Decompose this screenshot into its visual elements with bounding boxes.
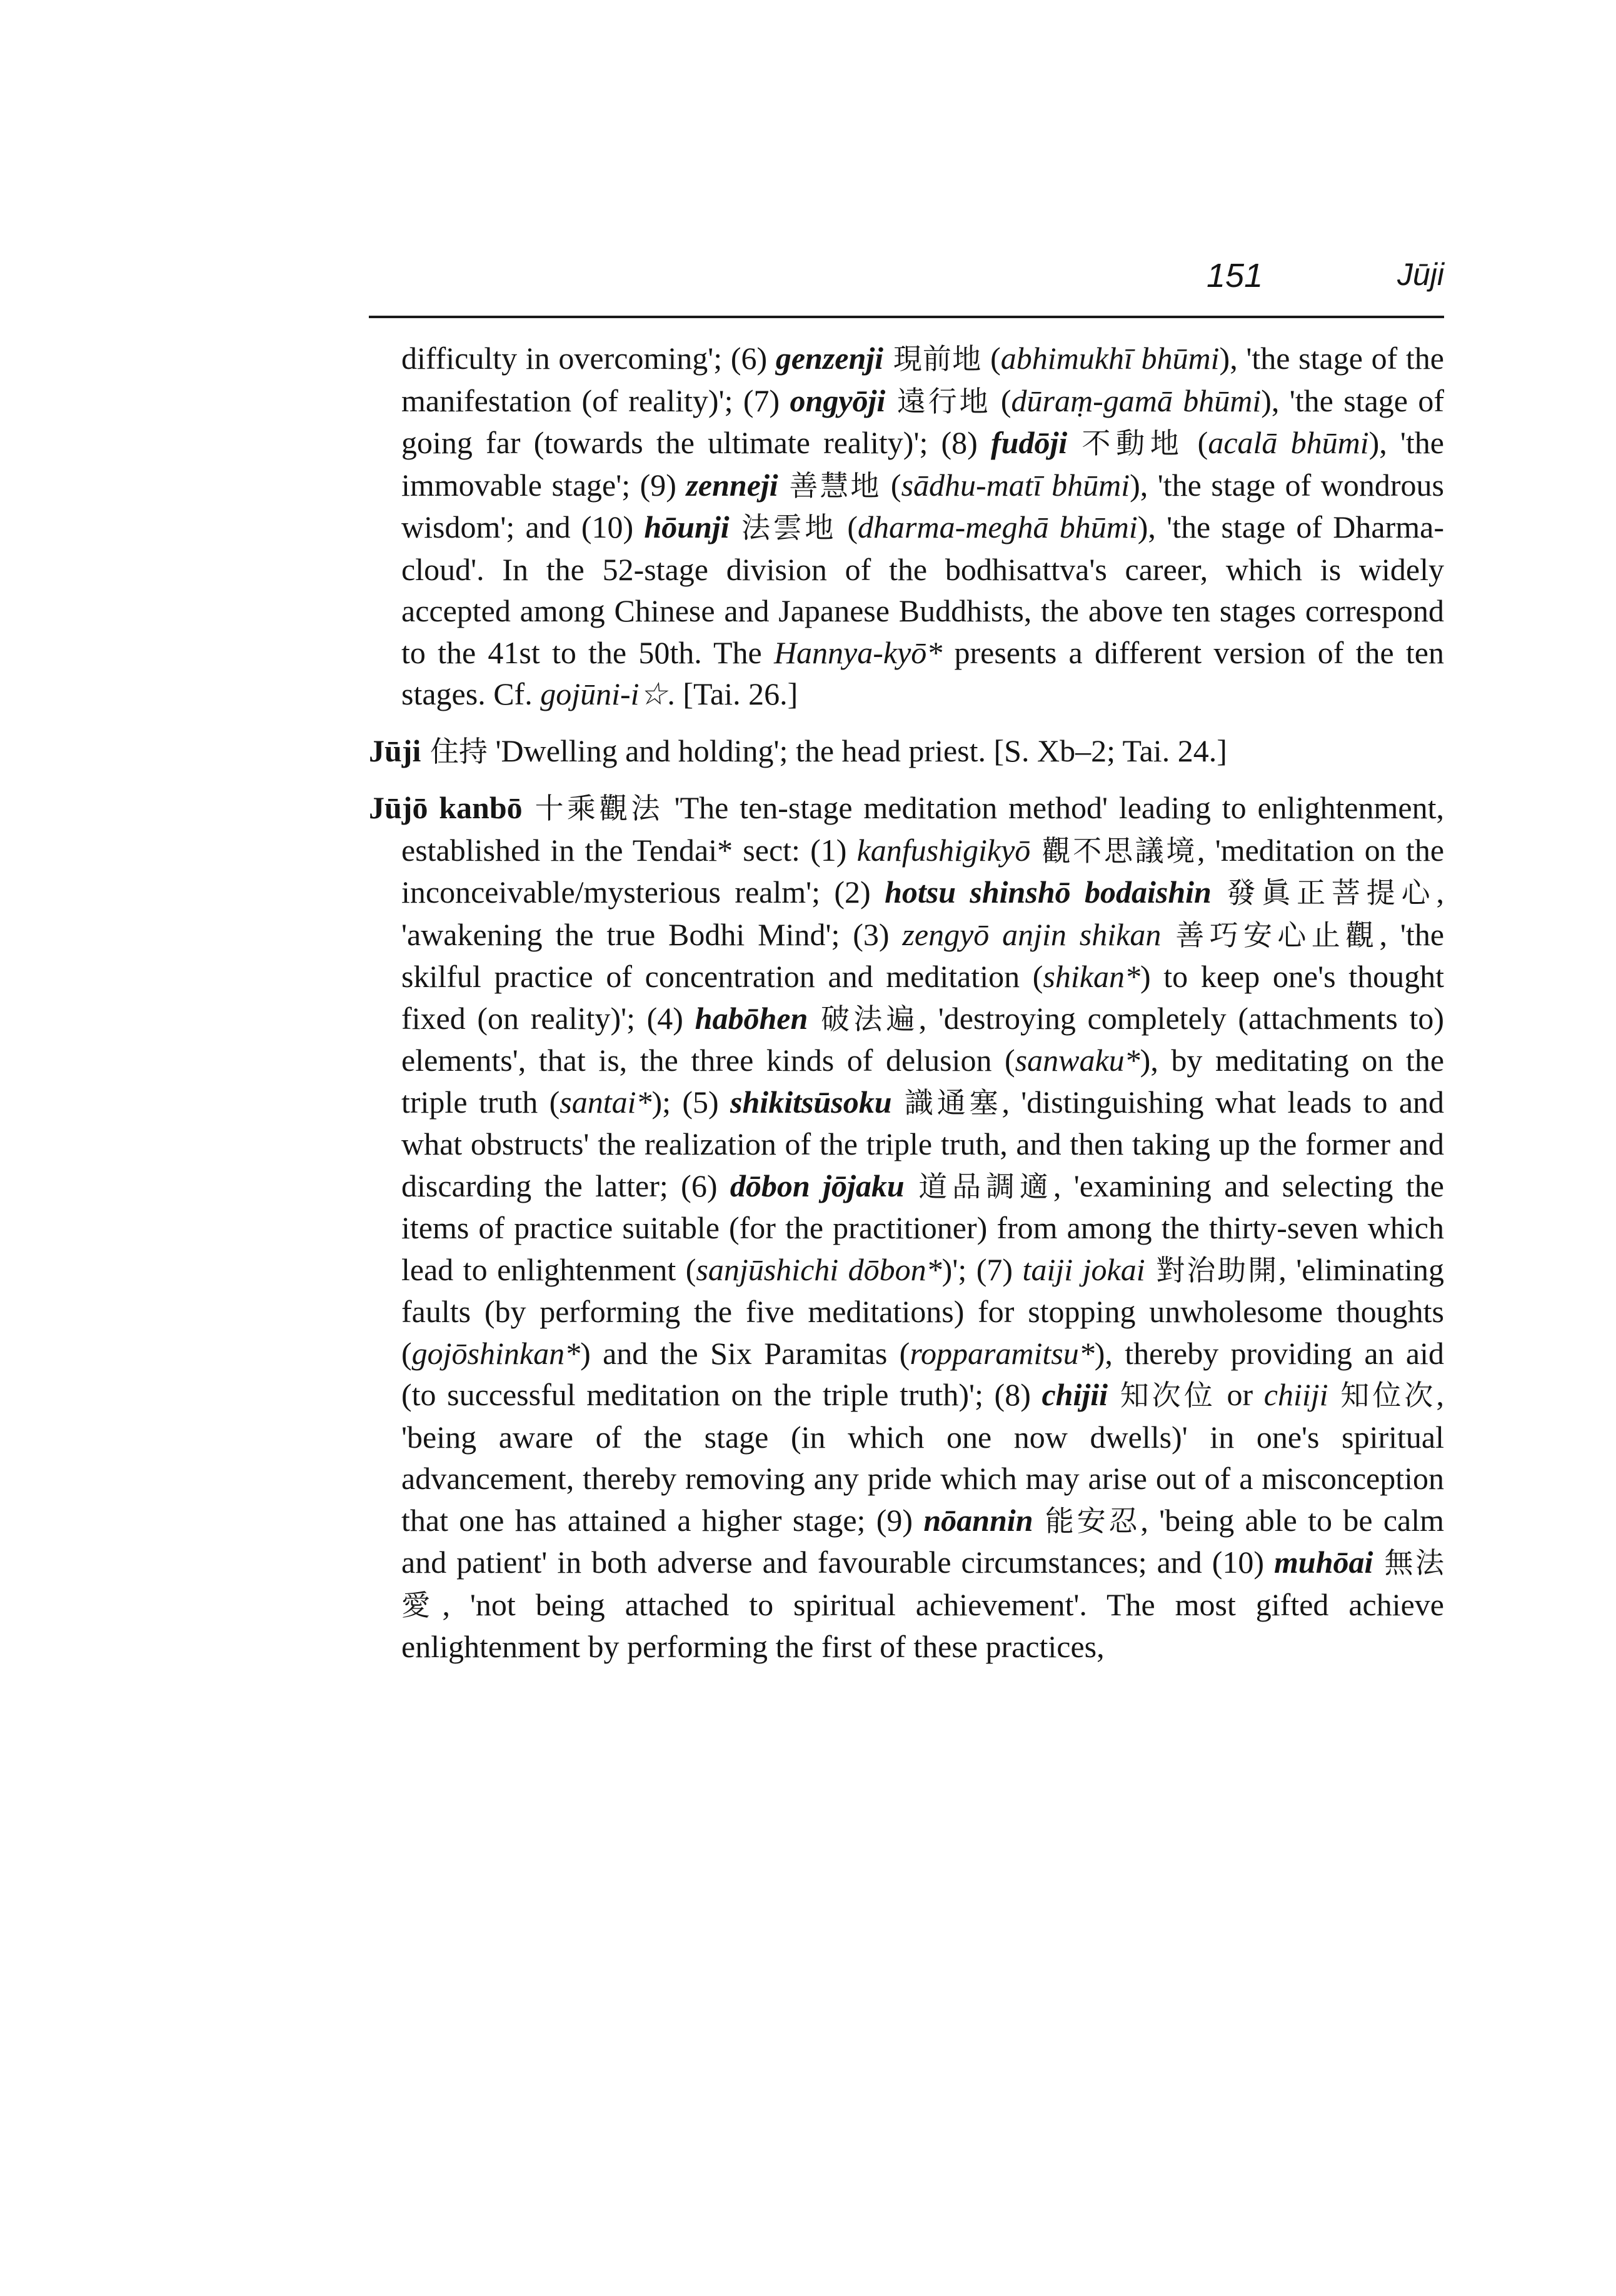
- romanized-term: dōbon jōjaku: [730, 1168, 905, 1203]
- kanji-term: 破法遍: [808, 1001, 919, 1036]
- romanized-term: zenneji: [686, 467, 778, 503]
- italic-term: sanwaku*: [1015, 1043, 1140, 1078]
- entry-jujo-kanbo: [369, 787, 1444, 1668]
- text-run: , 'not being attached to spiritual achievement'. The most gifted achieve enlightenment by performing the first of these practices,: [401, 1587, 1444, 1664]
- entry-headword: Jūjō kanbō: [369, 790, 523, 825]
- italic-term: Hannya-kyō*: [773, 634, 943, 670]
- kanji-term: 善慧地: [778, 468, 881, 503]
- text-run: , 'distinguishing what leads to and what obstructs' the realization of the triple truth, and then taking up the former and discarding the latter; (6): [401, 1084, 1445, 1203]
- italic-term: gojūni-i☆: [540, 676, 668, 711]
- kanji-term: 法雲地: [729, 511, 837, 544]
- text-run: ), 'the stage of the manifestation (of reality)'; (7): [401, 341, 1444, 418]
- text-run: presents a different version of the ten stages. Cf.: [401, 634, 1444, 711]
- italic-term: chiiji: [1263, 1377, 1328, 1412]
- romanized-term: ongyōji: [790, 383, 886, 418]
- text-run: , 'meditation on the inconceivable/mysterious realm'; (2): [401, 832, 1445, 910]
- italic-term: ropparamitsu*: [910, 1335, 1095, 1371]
- italic-term: dūraṃ-gamā bhūmi: [1011, 383, 1262, 418]
- kanji-term: 知位次: [1328, 1378, 1437, 1412]
- kanji-term: 現前地: [883, 342, 982, 376]
- italic-term: sādhu-matī bhūmi: [901, 467, 1130, 503]
- kanji-term: 知次位: [1108, 1378, 1216, 1412]
- kanji-term: 對治助開: [1145, 1253, 1279, 1287]
- text-run: , 'eliminating faults (by performing the five meditations) for stopping unwholesome thoughts (: [401, 1251, 1444, 1371]
- romanized-term: chijii: [1041, 1377, 1108, 1412]
- text-run: (: [981, 341, 1001, 376]
- kanji-term: 無法愛: [401, 1546, 1445, 1622]
- kanji-term: 住持: [421, 734, 488, 768]
- text-run: ) to keep one's thought fixed (on reality)'; (4): [401, 959, 1445, 1036]
- italic-term: abhimukhī bhūmi: [1000, 341, 1220, 376]
- kanji-term: 善巧安心止觀: [1161, 918, 1380, 952]
- kanji-term: 不動地: [1067, 426, 1185, 460]
- italic-term: zengyō anjin shikan: [902, 916, 1162, 952]
- text-run: 'Dwelling and holding'; the head priest. [S. Xb–2; Tai. 24.]: [487, 733, 1227, 768]
- text-run: ); (5): [651, 1084, 731, 1120]
- romanized-term: shikitsūsoku: [730, 1084, 892, 1120]
- text-run: , 'being able to be calm and patient' in both adverse and favourable circumstances; and (10): [401, 1502, 1444, 1580]
- page-body: [369, 338, 1444, 1683]
- kanji-term: 觀不思議境: [1030, 833, 1198, 868]
- text-run: , 'examining and selecting the items of practice suitable (for the practitioner) from among the thirty-seven which lead to enlightenment (: [401, 1168, 1444, 1287]
- text-run: . [Tai. 26.]: [667, 676, 798, 711]
- text-run: ), thereby providing an aid (to successful meditation on the triple truth)'; (8): [401, 1335, 1444, 1412]
- entry-headword: Jūji: [369, 733, 421, 768]
- page-number: 151: [1207, 257, 1263, 294]
- italic-term: kanfushigikyō: [856, 832, 1031, 868]
- kanji-term: 遠行地: [885, 384, 991, 418]
- text-run: ) and the Six Paramitas (: [580, 1335, 910, 1371]
- text-run: ), 'the immovable stage'; (9): [401, 425, 1445, 503]
- text-run: difficulty in overcoming'; (6): [401, 341, 776, 376]
- page-header: [369, 253, 1444, 318]
- text-run: ), 'the stage of going far (towards the ultimate reality)'; (8): [401, 383, 1445, 460]
- kanji-term: 十乘觀法: [522, 791, 663, 825]
- romanized-term: genzenji: [775, 341, 884, 376]
- kanji-term: 識通塞: [891, 1085, 1002, 1120]
- romanized-term: muhōai: [1274, 1545, 1373, 1580]
- romanized-term: hotsu shinshō bodaishin: [885, 875, 1212, 910]
- text-run: ), by meditating on the triple truth (: [401, 1043, 1445, 1120]
- kanji-term: 能安忍: [1033, 1503, 1141, 1538]
- italic-term: gojōshinkan*: [411, 1335, 581, 1371]
- text-run: (: [881, 467, 901, 503]
- text-run: ), 'the stage of Dharma-cloud'. In the 52-stage division of the bodhisattva's career, which is widely accepted among Chinese and Japanese Buddhists, the above ten stages correspond to the 41st to the 50th. The: [401, 509, 1444, 670]
- italic-term: sanjūshichi dōbon*: [696, 1251, 942, 1287]
- italic-term: taiji jokai: [1022, 1251, 1145, 1287]
- romanized-term: habōhen: [695, 1000, 808, 1036]
- text-run: 'The ten-stage meditation method' leading to enlightenment, established in the Tendai* sect: (1): [401, 790, 1445, 868]
- entry-juji: [369, 730, 1444, 773]
- text-run: (: [836, 509, 858, 544]
- romanized-term: hōunji: [644, 509, 730, 544]
- italic-term: santai*: [560, 1084, 652, 1120]
- text-run: ), 'the stage of wondrous wisdom'; and (10): [401, 467, 1445, 544]
- italic-term: shikan*: [1043, 959, 1140, 994]
- romanized-term: fudōji: [990, 425, 1068, 460]
- kanji-term: 道品調適: [904, 1169, 1053, 1203]
- text-run: , 'being aware of the stage (in which one now dwells)' in one's spiritual advancement, thereby removing any pride which may arise out of a misconception that one has attained a higher stage; (9): [401, 1377, 1445, 1538]
- text-run: (: [1184, 425, 1208, 460]
- italic-term: dharma-meghā bhūmi: [858, 509, 1138, 544]
- kanji-term: 發眞正菩提心: [1211, 876, 1437, 910]
- text-run: )'; (7): [941, 1251, 1023, 1287]
- running-head: Jūji: [1397, 257, 1444, 292]
- text-run: or: [1215, 1377, 1264, 1412]
- text-run: (: [990, 383, 1011, 418]
- text-run: , 'the skilful practice of concentration and meditation (: [401, 916, 1445, 994]
- italic-term: acalā bhūmi: [1208, 425, 1369, 460]
- continuation-paragraph: [369, 338, 1444, 715]
- romanized-term: nōannin: [923, 1502, 1033, 1538]
- text-run: , 'awakening the true Bodhi Mind'; (3): [401, 875, 1445, 952]
- text-run: , 'destroying completely (attachments to) elements', that is, the three kinds of delusion (: [401, 1000, 1444, 1078]
